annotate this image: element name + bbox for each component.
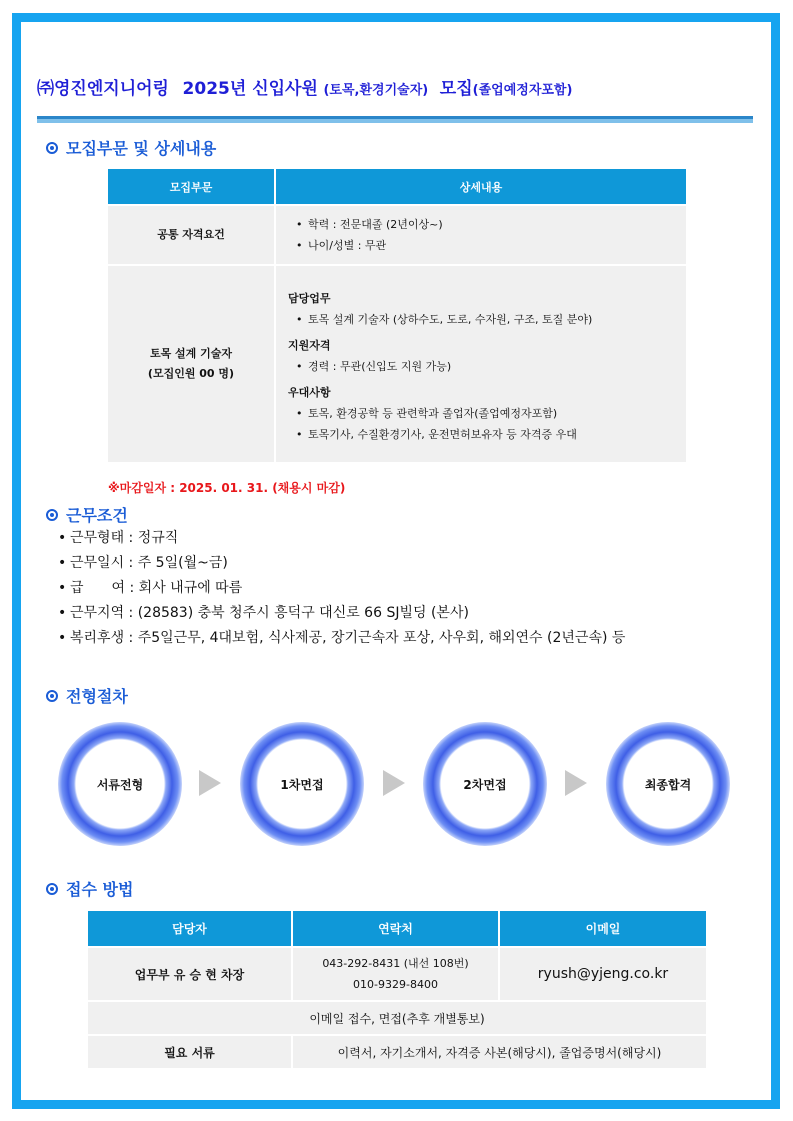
list-item: • 근무일시 : 주 5일(월~금) (58, 551, 625, 576)
section-heading-text: 근무조건 (66, 506, 128, 525)
table-row (88, 1000, 706, 1034)
table-row (88, 1034, 706, 1068)
arrow-right-icon (565, 770, 587, 796)
title-main: 2025년 신입사원 (182, 79, 318, 99)
required-docs: 이력서, 자기소개서, 자격증 사본(해당시), 졸업증명서(해당시) (293, 1034, 706, 1068)
common-requirement-label: 공통 자격요건 (108, 204, 276, 264)
table-row (108, 204, 686, 264)
table-header-detail: 상세내용 (276, 169, 686, 204)
application-table (88, 911, 706, 1068)
title-paren: (토목,환경기술자) (323, 83, 429, 98)
section-application-heading (46, 877, 133, 900)
list-item: • 나이/성별 : 무관 (288, 235, 685, 256)
list-item: • 경력 : 무관(신입도 지원 가능) (288, 356, 685, 377)
step-2-label: 1차면접 (280, 778, 324, 792)
section-heading-text: 접수 방법 (66, 880, 134, 899)
arrow-right-icon (199, 770, 221, 796)
section-heading-text: 모집부문 및 상세내용 (66, 139, 217, 158)
deadline-notice: ※마감일자 : 2025. 01. 31. (채용시 마감) (108, 481, 346, 495)
list-item: • 근무형태 : 정규직 (58, 526, 625, 551)
table-header-division: 모집부문 (108, 169, 276, 204)
arrow-right-icon (383, 770, 405, 796)
section-recruit-detail-heading (46, 136, 216, 159)
application-method: 이메일 접수, 면접(추후 개별통보) (88, 1000, 706, 1034)
section-heading-text: 전형절차 (66, 687, 128, 706)
qualification-heading: 지원자격 (288, 339, 331, 352)
list-item: • 토목 설계 기술자 (상하수도, 도로, 수자원, 구조, 토질 분야) (288, 309, 685, 330)
preference-heading: 우대사항 (288, 386, 331, 399)
page-title (37, 74, 757, 106)
civil-engineer-detail (276, 264, 686, 462)
circle-bullet-icon (46, 509, 58, 521)
list-item: • 복리후생 : 주5일근무, 4대보험, 식사제공, 장기근속자 포상, 사우회, 해외연수 (2년근속) 등 (58, 626, 625, 651)
table-header-contact: 연락처 (293, 911, 500, 946)
contact-person: 업무부 유 승 현 차장 (88, 946, 293, 1000)
section-work-conditions-heading (46, 503, 128, 526)
required-docs-label: 필요 서류 (88, 1034, 293, 1068)
recruit-table (108, 169, 686, 462)
step-4-label: 최종합격 (644, 778, 692, 792)
list-item: • 근무지역 : (28583) 충북 청주시 흥덕구 대신로 66 SJ빌딩 (본사) (58, 601, 625, 626)
position-name: 토목 설계 기술자 (149, 347, 233, 360)
circle-bullet-icon (46, 690, 58, 702)
list-item: • 토목기사, 수질환경기사, 운전면허보유자 등 자격증 우대 (288, 424, 685, 445)
phone-mobile: 010-9329-8400 (353, 978, 438, 991)
company-name: ㈜영진엔지니어링 (37, 79, 169, 99)
table-header-email: 이메일 (500, 911, 706, 946)
section-process-heading (46, 684, 128, 707)
list-item: • 토목, 환경공학 등 관련학과 졸업자(졸업예정자포함) (288, 403, 685, 424)
list-item: • 급 여 : 회사 내규에 따름 (58, 576, 625, 601)
table-row (108, 264, 686, 462)
circle-bullet-icon (46, 142, 58, 154)
table-header-person: 담당자 (88, 911, 293, 946)
list-item: • 학력 : 전문대졸 (2년이상~) (288, 214, 685, 235)
table-row (88, 946, 706, 1000)
circle-bullet-icon (46, 883, 58, 895)
common-requirement-detail (276, 204, 686, 264)
step-1-label: 서류전형 (96, 778, 144, 792)
work-conditions-list (58, 526, 625, 651)
duty-heading: 담당업무 (288, 292, 331, 305)
civil-engineer-label (108, 264, 276, 462)
title-underline (37, 116, 753, 123)
phone-office: 043-292-8431 (내선 108번) (322, 957, 469, 970)
contact-phones (293, 946, 500, 1000)
title-recruit: 모집 (439, 79, 473, 99)
step-3-label: 2차면접 (463, 778, 507, 792)
headcount: (모집인원 00 명) (147, 367, 235, 380)
contact-email[interactable]: ryush@yjeng.co.kr (500, 946, 706, 1000)
title-note: (졸업예정자포함) (472, 83, 573, 98)
